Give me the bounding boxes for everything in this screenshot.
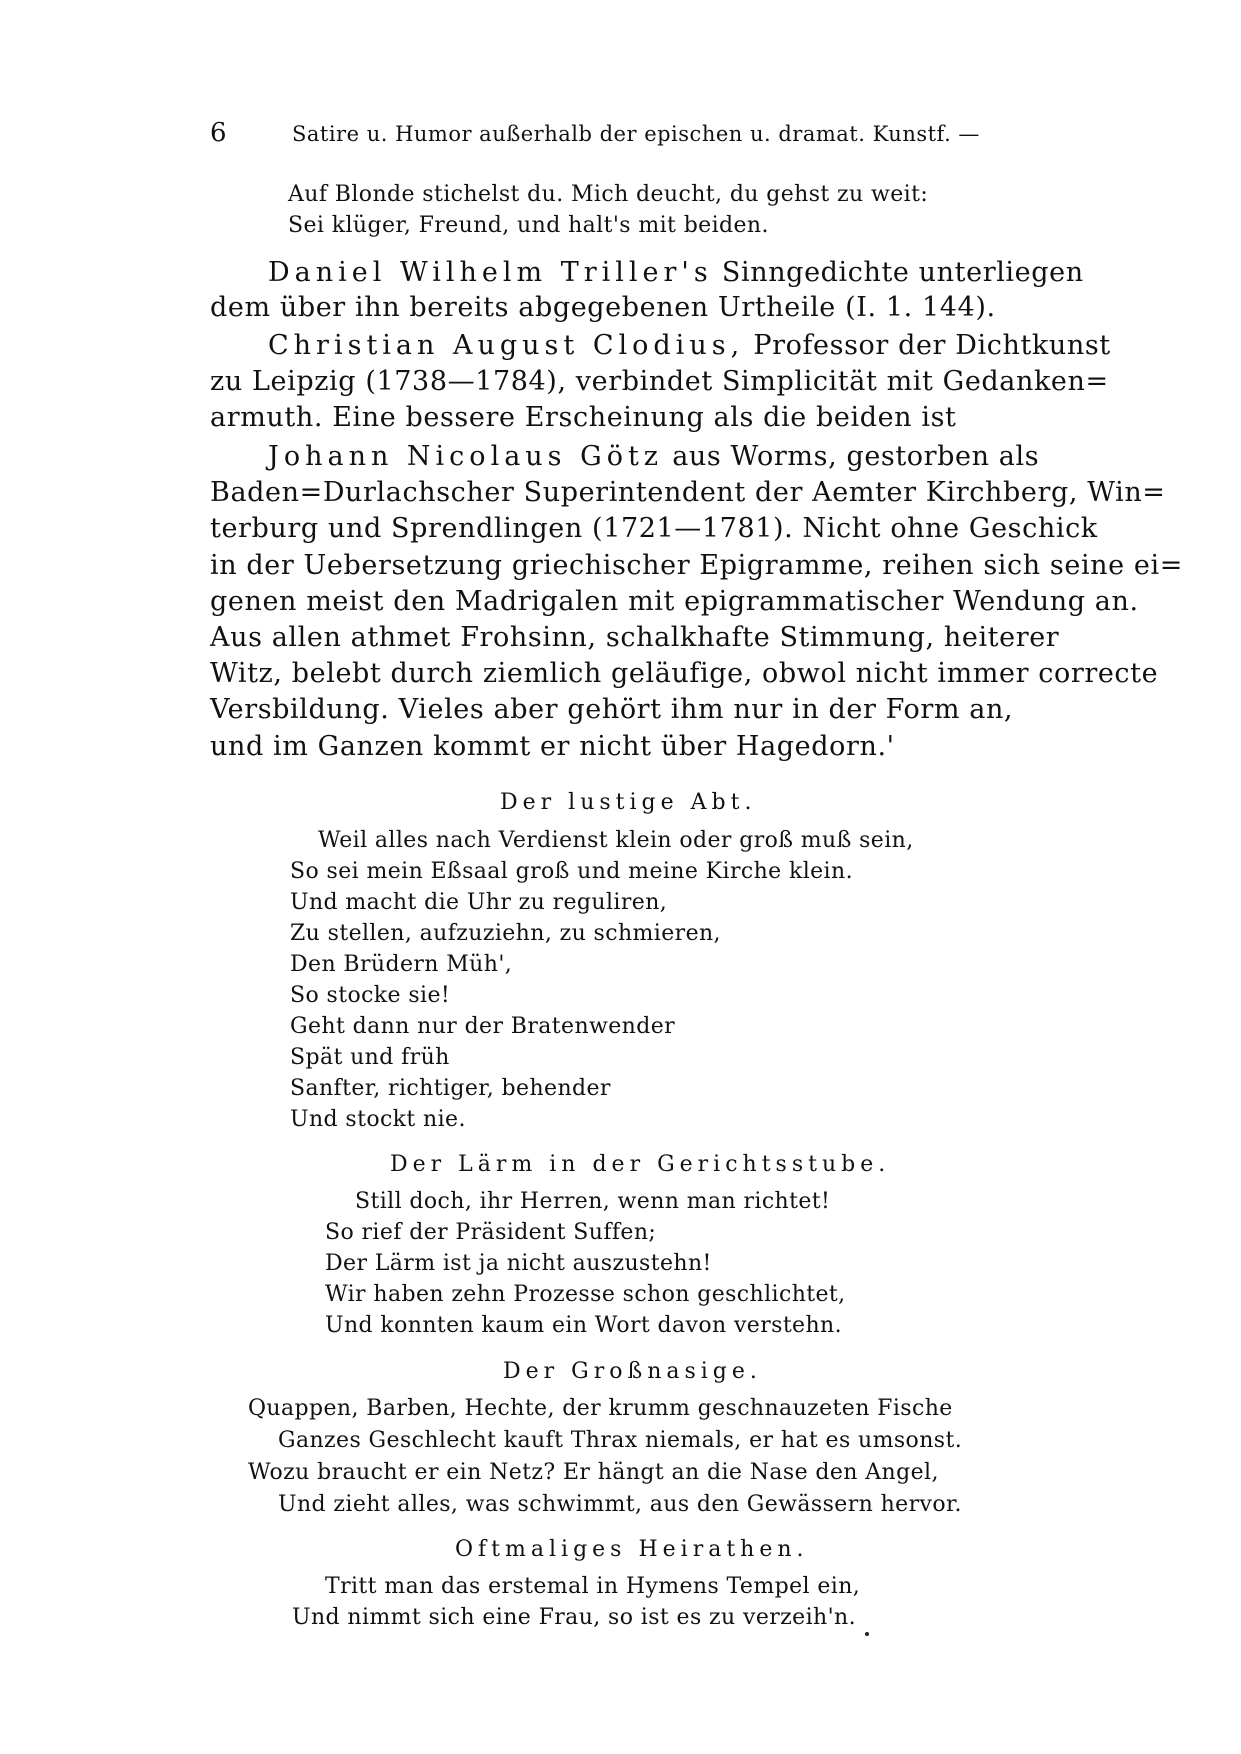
paragraph-clodius-line: zu Leipzig (1738—1784), verbindet Simplicität mit Gedanken= [210,366,1109,397]
poem-line: Weil alles nach Verdienst klein oder groß muß sein, [318,828,914,853]
poem-line: Tritt man das erstemal in Hymens Tempel ein, [325,1574,861,1599]
page-number: 6 [210,118,227,148]
poem-line: Und zieht alles, was schwimmt, aus den Gewässern hervor. [278,1492,962,1517]
poem-line: Der Lärm ist ja nicht auszustehn! [325,1251,712,1276]
poem-line: Den Brüdern Müh', [290,952,513,977]
paragraph-triller-line: Daniel Wilhelm Triller's Sinngedichte unterliegen [268,257,1084,288]
paragraph-goetz-line: genen meist den Madrigalen mit epigrammatischer Wendung an. [210,586,1139,617]
paragraph-clodius-line: armuth. Eine bessere Erscheinung als die beiden ist [210,402,957,433]
author-name: Christian August Clodius, [268,330,745,361]
ink-dot [865,1632,869,1636]
poem-line: Und stockt nie. [290,1107,466,1132]
paragraph-goetz-line: terburg und Sprendlingen (1721—1781). Nicht ohne Geschick [210,513,1098,544]
paragraph-goetz-line: Aus allen athmet Frohsinn, schalkhafte Stimmung, heiterer [210,622,1060,653]
poem-title: Der lustige Abt. [500,790,757,815]
author-name: Johann Nicolaus Götz [268,441,664,472]
poem-line: Still doch, ihr Herren, wenn man richtet! [355,1189,831,1214]
poem-line: Und macht die Uhr zu reguliren, [290,890,668,915]
intro-verse-line: Auf Blonde stichelst du. Mich deucht, du gehst zu weit: [288,182,929,207]
paragraph-goetz-line: und im Ganzen kommt er nicht über Hagedorn.' [210,731,895,762]
poem-title: Der Lärm in der Gerichtsstube. [390,1152,891,1177]
poem-line: Wir haben zehn Prozesse schon geschlichtet, [325,1282,846,1307]
poem-line: So rief der Präsident Suffen; [325,1220,657,1245]
poem-line: Quappen, Barben, Hechte, der krumm geschnauzeten Fische [248,1396,953,1421]
paragraph-goetz-line: in der Uebersetzung griechischer Epigramme, reihen sich seine ei= [210,550,1183,581]
author-name: Daniel Wilhelm Triller's [268,257,713,288]
running-title: Satire u. Humor außerhalb der epischen u. dramat. Kunstf. — [292,122,980,146]
poem-line: Zu stellen, aufzuziehn, zu schmieren, [290,921,721,946]
poem-title: Der Großnasige. [503,1359,762,1384]
poem-line: Und nimmt sich eine Frau, so ist es zu verzeih'n. [292,1605,856,1630]
poem-line: So sei mein Eßsaal groß und meine Kirche klein. [290,859,853,884]
paragraph-goetz-line: Baden=Durlachscher Superintendent der Aemter Kirchberg, Win= [210,477,1166,508]
paragraph-goetz-line: Versbildung. Vieles aber gehört ihm nur in der Form an, [210,694,1014,725]
poem-line: Ganzes Geschlecht kauft Thrax niemals, er hat es umsonst. [278,1428,963,1453]
paragraph-triller-line: dem über ihn bereits abgegebenen Urtheile (I. 1. 144). [210,292,996,323]
paragraph-goetz-line: Witz, belebt durch ziemlich geläufige, obwol nicht immer correcte [210,658,1159,689]
paragraph-clodius-line: Christian August Clodius, Professor der Dichtkunst [268,330,1111,361]
poem-line: Und konnten kaum ein Wort davon verstehn. [325,1313,843,1338]
poem-line: Spät und früh [290,1045,450,1070]
poem-title: Oftmaliges Heirathen. [455,1537,809,1562]
intro-verse-line: Sei klüger, Freund, und halt's mit beiden. [288,213,769,238]
poem-line: Wozu braucht er ein Netz? Er hängt an die Nase den Angel, [248,1460,939,1485]
paragraph-goetz-line: Johann Nicolaus Götz aus Worms, gestorben als [268,441,1040,472]
poem-line: Sanfter, richtiger, behender [290,1076,611,1101]
poem-line: Geht dann nur der Bratenwender [290,1014,676,1039]
poem-line: So stocke sie! [290,983,451,1008]
